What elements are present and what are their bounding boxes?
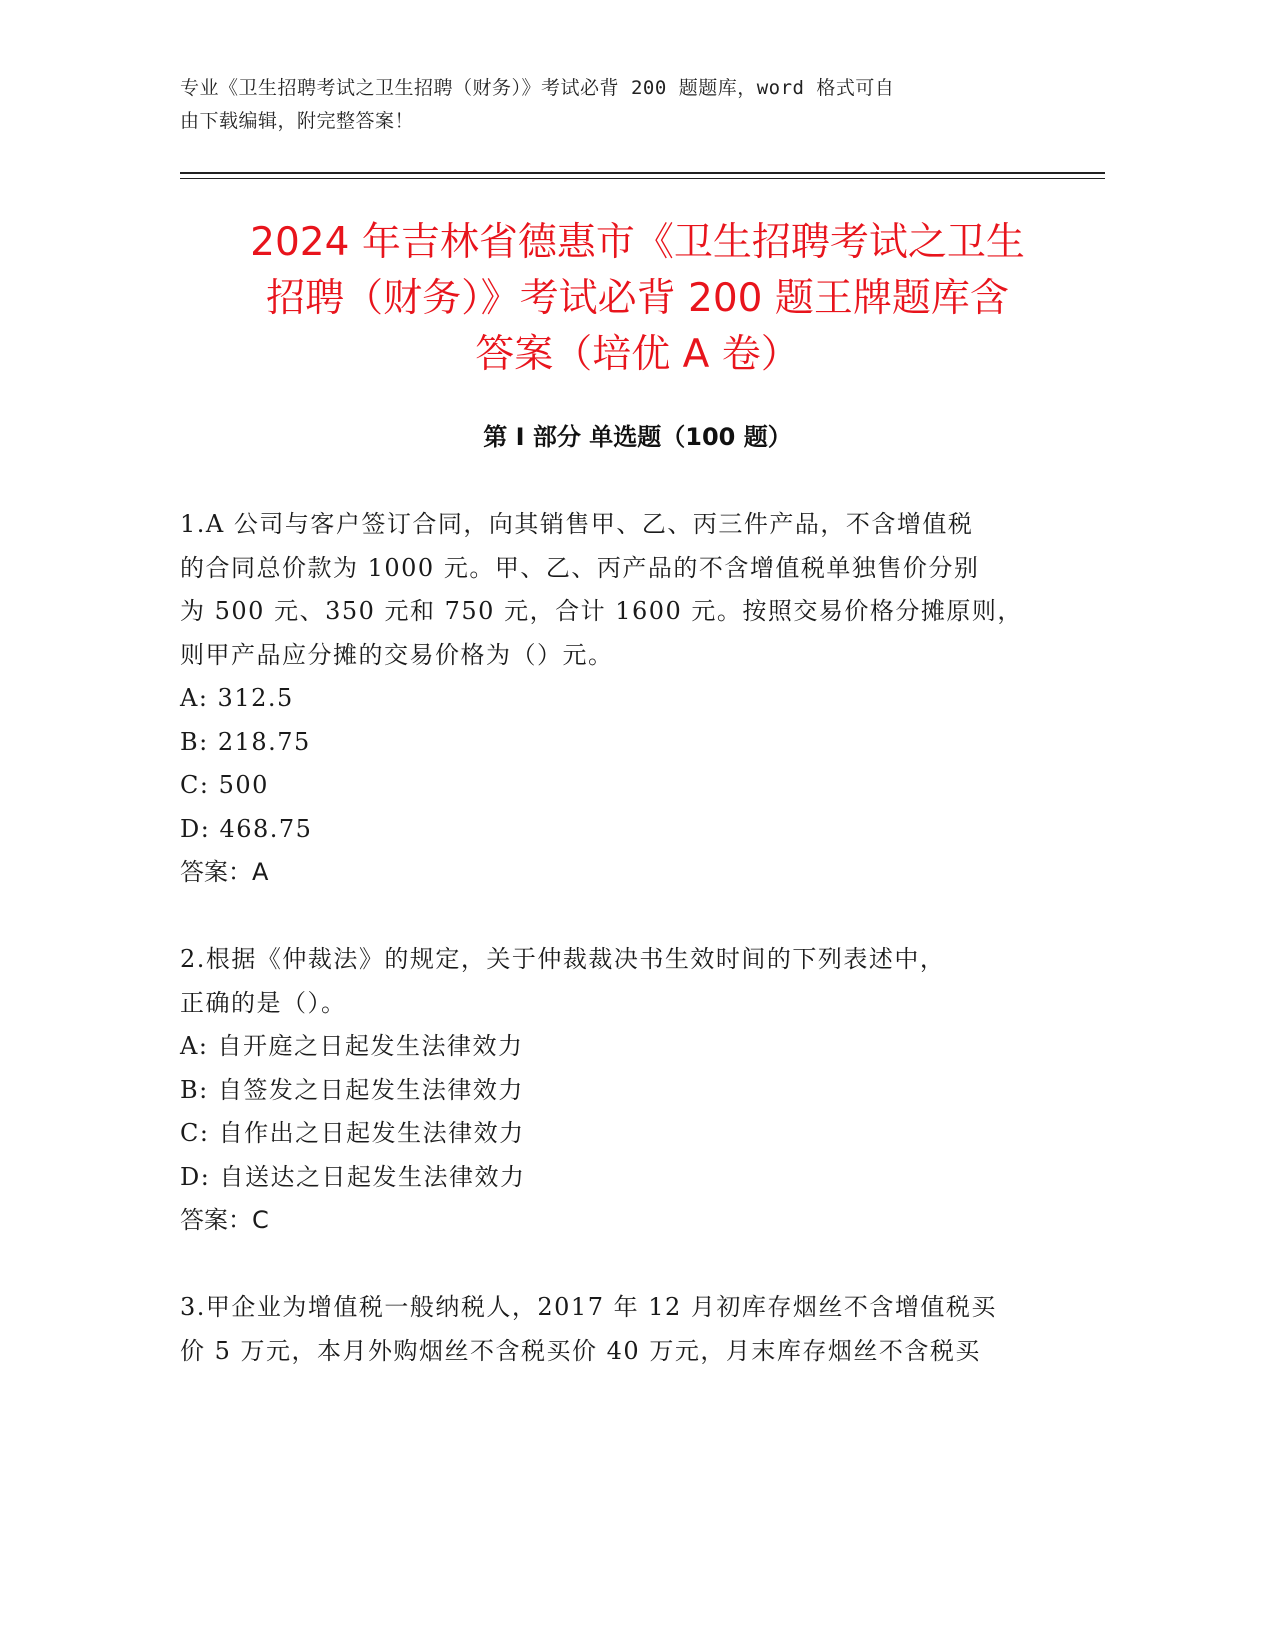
option-a: A: 自开庭之日起发生法律效力 xyxy=(180,1032,524,1060)
header-divider-thin xyxy=(180,178,1105,179)
question-stem-line: 2.根据《仲裁法》的规定，关于仲裁裁决书生效时间的下列表述中， xyxy=(180,945,946,973)
question-1 xyxy=(180,503,1040,895)
header-divider-thick xyxy=(180,172,1105,174)
option-c: C: 自作出之日起发生法律效力 xyxy=(180,1119,525,1147)
option-c: C: 500 xyxy=(180,771,269,799)
title-line: 招聘（财务）》考试必背 200 题王牌题库含 xyxy=(266,276,1009,321)
question-stem-line: 价 5 万元，本月外购烟丝不含税买价 40 万元，月末库存烟丝不含税买 xyxy=(180,1336,981,1365)
header-note-line: 由下载编辑，附完整答案！ xyxy=(180,110,415,132)
option-b: B: 218.75 xyxy=(180,727,311,756)
question-stem-line: 正确的是（）。 xyxy=(180,988,347,1017)
answer-line: 答案：C xyxy=(180,1206,269,1234)
header-note xyxy=(180,72,1030,138)
option-b: B: 自签发之日起发生法律效力 xyxy=(180,1075,524,1104)
option-d: D: 自送达之日起发生法律效力 xyxy=(180,1162,526,1191)
title-line: 2024 年吉林省德惠市《卫生招聘考试之卫生 xyxy=(250,220,1025,265)
question-stem-line: 的合同总价款为 1000 元。甲、乙、丙产品的不含增值税单独售价分别 xyxy=(180,553,980,582)
question-stem-line: 则甲产品应分摊的交易价格为（）元。 xyxy=(180,640,614,669)
option-a: A: 312.5 xyxy=(180,684,294,712)
question-stem-line: 3.甲企业为增值税一般纳税人，2017 年 12 月初库存烟丝不含增值税买 xyxy=(180,1293,997,1321)
answer-line: 答案：A xyxy=(180,858,269,886)
title-line: 答案（培优 A 卷） xyxy=(475,332,800,377)
document-title xyxy=(170,215,1105,383)
question-stem-line: 为 500 元、350 元和 750 元，合计 1600 元。按照交易价格分摊原则， xyxy=(180,597,1023,625)
header-note-line: 专业《卫生招聘考试之卫生招聘（财务）》考试必背 200 题题库，word 格式可自 xyxy=(180,77,895,99)
question-2 xyxy=(180,938,1040,1243)
question-3 xyxy=(180,1286,1040,1373)
question-stem-line: 1.A 公司与客户签订合同，向其销售甲、乙、丙三件产品，不含增值税 xyxy=(180,510,974,538)
option-d: D: 468.75 xyxy=(180,814,313,843)
section-heading: 第 I 部分 单选题（100 题） xyxy=(483,423,792,451)
